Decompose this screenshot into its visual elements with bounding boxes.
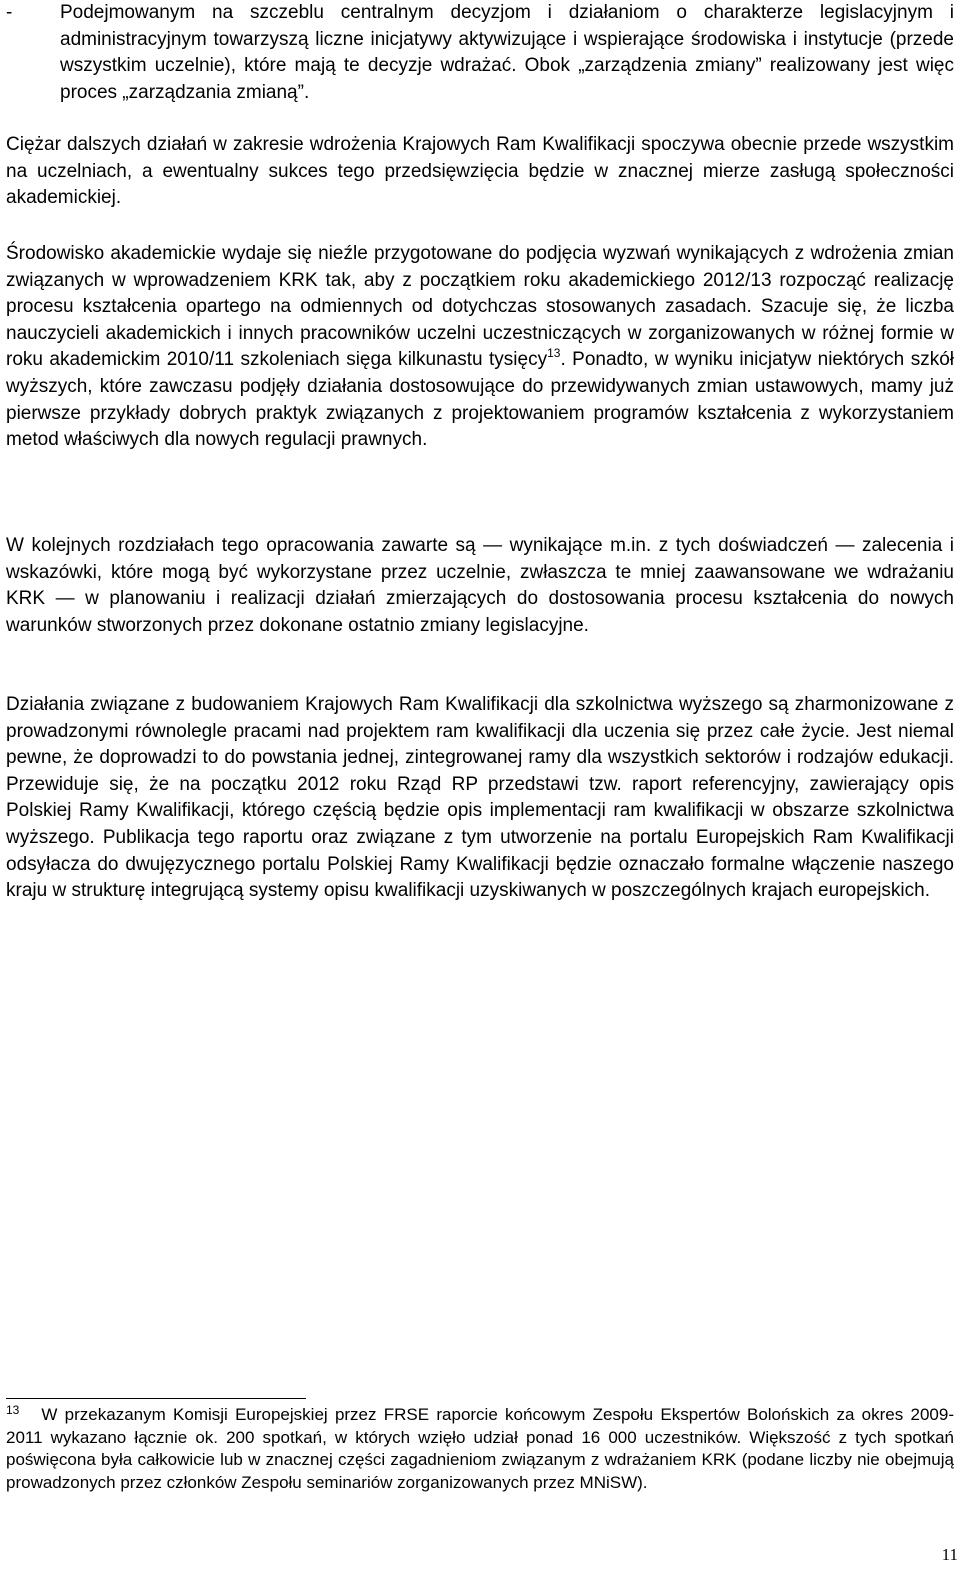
bullet-item (6, 0, 954, 106)
paragraph-3 (6, 241, 954, 454)
bullet-dash: - (6, 2, 13, 23)
footnote (6, 1404, 954, 1494)
paragraph-3-part-b: . Ponadto, w wyniku inicjatyw niektórych szkół wyższych, które zawczasu podjęły działania dostosowujące do przewidywanych zmian ustawowych, mamy już pierwsze przykłady dobrych praktyk związanych z projektowaniem programów kształcenia z wykorzystaniem metod właściwych dla nowych regulacji prawnych. (6, 349, 954, 451)
footnote-separator (6, 1398, 306, 1399)
paragraph-4: W kolejnych rozdziałach tego opracowania zawarte są — wynikające m.in. z tych doświadczeń — zalecenia i wskazówki, które mogą być wykorzystane przez uczelnie, zwłaszcza te mniej zaawansowane we wdrażaniu KRK — w planowaniu i realizacji działań zmierzających do dostosowania procesu kształcenia do nowych warunków stworzonych przez dokonane ostatnio zmiany legislacyjne. (6, 535, 954, 636)
footnote-reference[interactable]: 13 (547, 346, 561, 361)
page-number: 11 (941, 1545, 958, 1564)
bullet-text: Podejmowanym na szczeblu centralnym decyzjom i działaniom o charakterze legislacyjnym i administracyjnym towarzyszą liczne inicjatywy aktywizujące i wspierające środowiska i instytucje (przede wszystkim uczelnie), które mają te decyzje wdrażać. Obok „zarządzenia zmiany” realizowany jest więc proces „zarządzania zmianą”. (60, 2, 954, 103)
paragraph-5: Działania związane z budowaniem Krajowych Ram Kwalifikacji dla szkolnictwa wyższego są zharmonizowane z prowadzonymi równolegle pracami nad projektem ram kwalifikacji dla uczenia się przez całe życie. Jest niemal pewne, że doprowadzi to do powstania jednej, zintegrowanej ramy dla wszystkich sektorów i rodzajów edukacji. Przewiduje się, że na początku 2012 roku Rząd RP przedstawi tzw. raport referencyjny, zawierający opis Polskiej Ramy Kwalifikacji, którego częścią będzie opis implementacji ram kwalifikacji w obszarze szkolnictwa wyższego. Publikacja tego raportu oraz związane z tym utworzenie na portalu Europejskich Ram Kwalifikacji odsyłacza do dwujęzycznego portalu Polskiej Ramy Kwalifikacji będzie oznaczało formalne włączenie naszego kraju w strukturę integrującą systemy opisu kwalifikacji uzyskiwanych w poszczególnych krajach europejskich. (6, 694, 954, 902)
paragraph-3-part-a: Środowisko akademickie wydaje się nieźle przygotowane do podjęcia wyzwań wynikających z wdrożenia zmian związanych w wprowadzeniem KRK tak, aby z początkiem roku akademickiego 2012/13 rozpocząć realizację procesu kształcenia opartego na odmiennych od dotychczas stosowanych zasadach. Szacuje się, że liczba nauczycieli akademickich i innych pracowników uczelni uczestniczących w zorganizowanych w różnej formie w roku akademickim 2010/11 szkoleniach sięga kilkunastu tysięcy (6, 243, 954, 371)
footnote-mark: 13 (6, 1403, 20, 1417)
footnote-text: W przekazanym Komisji Europejskiej przez FRSE raporcie końcowym Zespołu Ekspertów Bolońskich za okres 2009-2011 wykazano łącznie ok. 200 spotkań, w których wzięło udział ponad 16 000 uczestników. Większość z tych spotkań poświęcona była całkowicie lub w znacznej części zagadnieniom związanym z wdrażaniem KRK (podane liczby nie obejmują prowadzonych przez członków Zespołu seminariów zorganizowanych przez MNiSW). (6, 1405, 954, 1492)
paragraph-2: Ciężar dalszych działań w zakresie wdrożenia Krajowych Ram Kwalifikacji spoczywa obecnie przede wszystkim na uczelniach, a ewentualny sukces tego przedsięwzięcia będzie w znacznej mierze zasługą społeczności akademickiej. (6, 134, 954, 209)
